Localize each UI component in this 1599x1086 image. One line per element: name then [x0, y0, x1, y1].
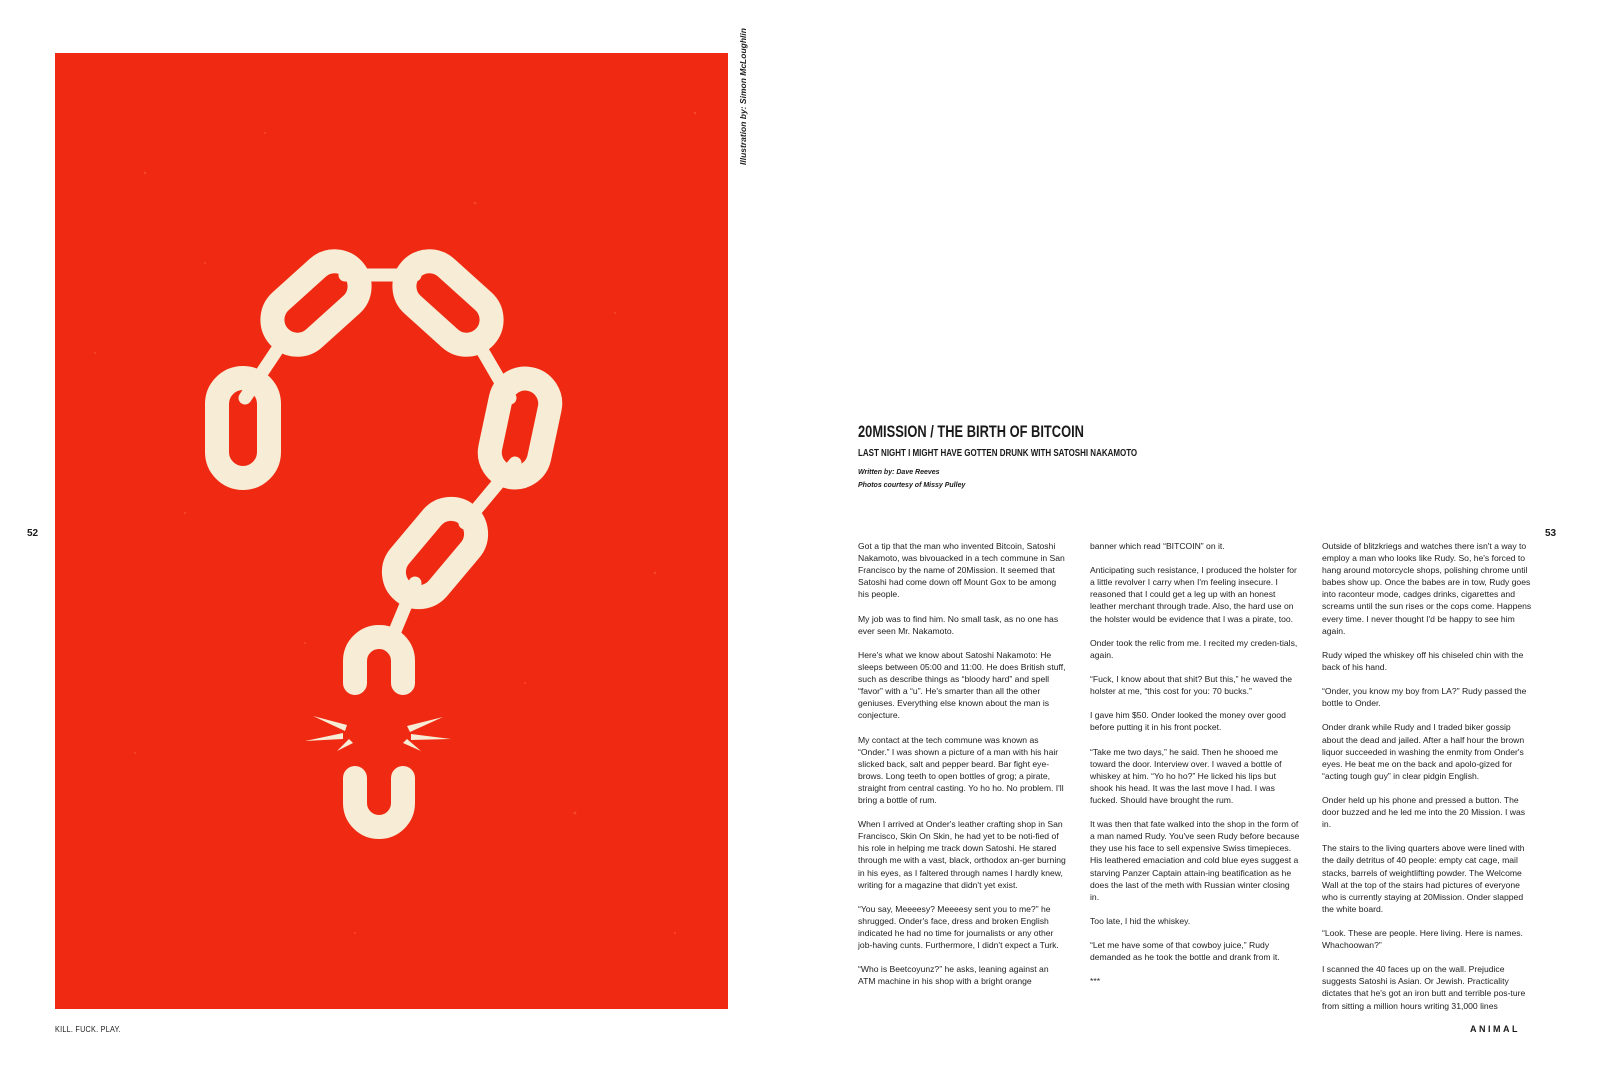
- paragraph: Onder drank while Rudy and I traded biker gossip about the dead and jailed. After a half hour the brown liquor succeeded in washing the enmity from Onder's eyes. He beat me on the back and apolo-gized for “acting tough guy” in clear pidgin English.: [1322, 722, 1525, 781]
- paragraph: I gave him $50. Onder looked the money over good before putting it in his front pocket.: [1090, 710, 1286, 733]
- paragraph: Outside of blitzkriegs and watches there isn't a way to employ a man who looks like Rudy. So, he's forced to hang around motorcycle shops, polishing chrome until babes show up. Once the babes are in tow, Rudy goes into raconteur mode, cadges drinks, cigarettes and screams until the sun rises or the cops come. Happens every time. I never thought I'd be happy to see him again.: [1322, 541, 1532, 636]
- photo-credit: Photos courtesy of Missy Pulley: [858, 482, 966, 489]
- paragraph: “Take me two days,” he said. Then he shooed me toward the door. Interview over. I waved a bottle of whiskey at him. “Yo ho ho?” He licked his lips but shook his head. It was the last move I had. I was fucked. Should have brought the rum.: [1090, 746, 1282, 805]
- article-title: 20MISSION / THE BIRTH OF BITCOIN: [858, 423, 1084, 441]
- magazine-logo: ANIMAL: [1470, 1024, 1520, 1034]
- chain-question-mark-illustration: [55, 53, 728, 1009]
- paragraph: “Look. These are people. Here living. Here is names. Whachoowan?”: [1322, 928, 1523, 951]
- paragraph: Too late, I hid the whiskey.: [1090, 915, 1191, 926]
- illustration-credit: [726, 28, 748, 175]
- paragraph: I scanned the 40 faces up on the wall. Prejudice suggests Satoshi is Asian. Or Jewish. Practicality dictates that he's got an iron butt and terrible pos-ture from sitting a million hours writing 31,000 lines: [1322, 964, 1526, 1011]
- article-subtitle: LAST NIGHT I MIGHT HAVE GOTTEN DRUNK WITH SATOSHI NAKAMOTO: [858, 447, 1138, 459]
- paragraph: “Fuck, I know about that shit? But this,” he waved the holster at me, “this cost for you: 70 bucks.”: [1090, 674, 1293, 697]
- section-break: ***: [1090, 976, 1101, 987]
- break-spark-lines: [305, 716, 451, 751]
- paragraph: Anticipating such resistance, I produced the holster for a little revolver I carry when I'm feeling insecure. I reasoned that I could get a leg up with an honest leather merchant through trade. Also, the hard use on the holster would be evidence that I was a pirate, too.: [1090, 565, 1297, 624]
- paragraph: Onder held up his phone and pressed a button. The door buzzed and he led me into the 20 Mission. I was in.: [1322, 794, 1526, 830]
- article-column-2: [1090, 540, 1300, 1000]
- page-number-right: 53: [1545, 528, 1557, 539]
- paragraph: The stairs to the living quarters above were lined with the daily detritus of 40 people: empty cat cage, mail stacks, barrels of weightlifting powder. The Welcome Wall at the top of the stairs had pictures of everyone who is currently staying at 20Mission. Onder slapped the white board.: [1322, 843, 1525, 914]
- paragraph: Got a tip that the man who invented Bitcoin, Satoshi Nakamoto, was bivouacked in a tech commune in San Francisco by the name of 20Mission. It seemed that Satoshi had come down off Mount Gox to be among his people.: [858, 541, 1065, 600]
- paragraph: My job was to find him. No small task, as no one has ever seen Mr. Nakamoto.: [858, 613, 1059, 636]
- paragraph: “Who is Beetcoyunz?” he asks, leaning against an ATM machine in his shop with a bright orange: [858, 964, 1049, 987]
- article-column-1: [858, 540, 1068, 1000]
- paragraph: “Onder, you know my boy from LA?” Rudy passed the bottle to Onder.: [1322, 686, 1527, 709]
- paragraph: When I arrived at Onder's leather crafting shop in San Francisco, Skin On Skin, he had yet to be noti-fied of his role in helping me track down Satoshi. He stared through me with a vast, black, orthodox an-ger burning in his eyes, as I faltered through names I hardly knew, writing for a magazine that didn't yet exist.: [858, 819, 1066, 890]
- chain-link-broken-bottom: [355, 778, 403, 827]
- chain-link-3: [394, 251, 502, 355]
- paragraph: My contact at the tech commune was known as “Onder.” I was shown a picture of a man with his hair slicked back, salt and pepper beard. Bar fight eye-brows. Long teeth to open bottles of grog; a pirate, straight from central casting. Yo ho ho. No problem. I'll bring a bottle of rum.: [858, 734, 1064, 805]
- page-number-left: 52: [27, 528, 39, 539]
- paragraph: It was then that fate walked into the shop in the form of a man named Rudy. You've seen Rudy before because they use his face to sell expensive Swiss timepieces. His leathered emaciation and cold blue eyes suggest a starving Panzer Captain attain-ing beatification as he does the last of the meth with Russian winter closing in.: [1090, 819, 1300, 902]
- magazine-tagline: KILL. FUCK. PLAY.: [55, 1024, 121, 1034]
- broken-chain-question-mark-icon: [55, 53, 728, 1009]
- paragraph: Rudy wiped the whiskey off his chiseled chin with the back of his hand.: [1322, 649, 1524, 672]
- paragraph: banner which read “BITCOIN” on it.: [1090, 541, 1225, 551]
- paragraph: “You say, Meeeesy? Meeeesy sent you to me?” he shrugged. Onder's face, dress and broken English indicated he had no time for journalists or any other job-having cunts. Furthermore, I didn't expect a Turk.: [858, 903, 1059, 951]
- paragraph: “Let me have some of that cowboy juice,” Rudy demanded as he took the bottle and drank from it.: [1090, 940, 1280, 963]
- article-column-3: [1322, 540, 1532, 1024]
- paragraph: Here's what we know about Satoshi Nakamoto: He sleeps between 05:00 and 11:00. He does British stuff, such as describe things as “bloody hard” and spell “favor” with a “u”. He's smarter than all the other geniuses. Everything else known about the man is conjecture.: [858, 649, 1066, 721]
- paragraph: Onder took the relic from me. I recited my creden-tials, again.: [1090, 637, 1298, 660]
- author-byline: Written by: Dave Reeves: [858, 469, 940, 476]
- illustration-credit-text: Illustration by: Simon McLoughlin: [738, 28, 748, 165]
